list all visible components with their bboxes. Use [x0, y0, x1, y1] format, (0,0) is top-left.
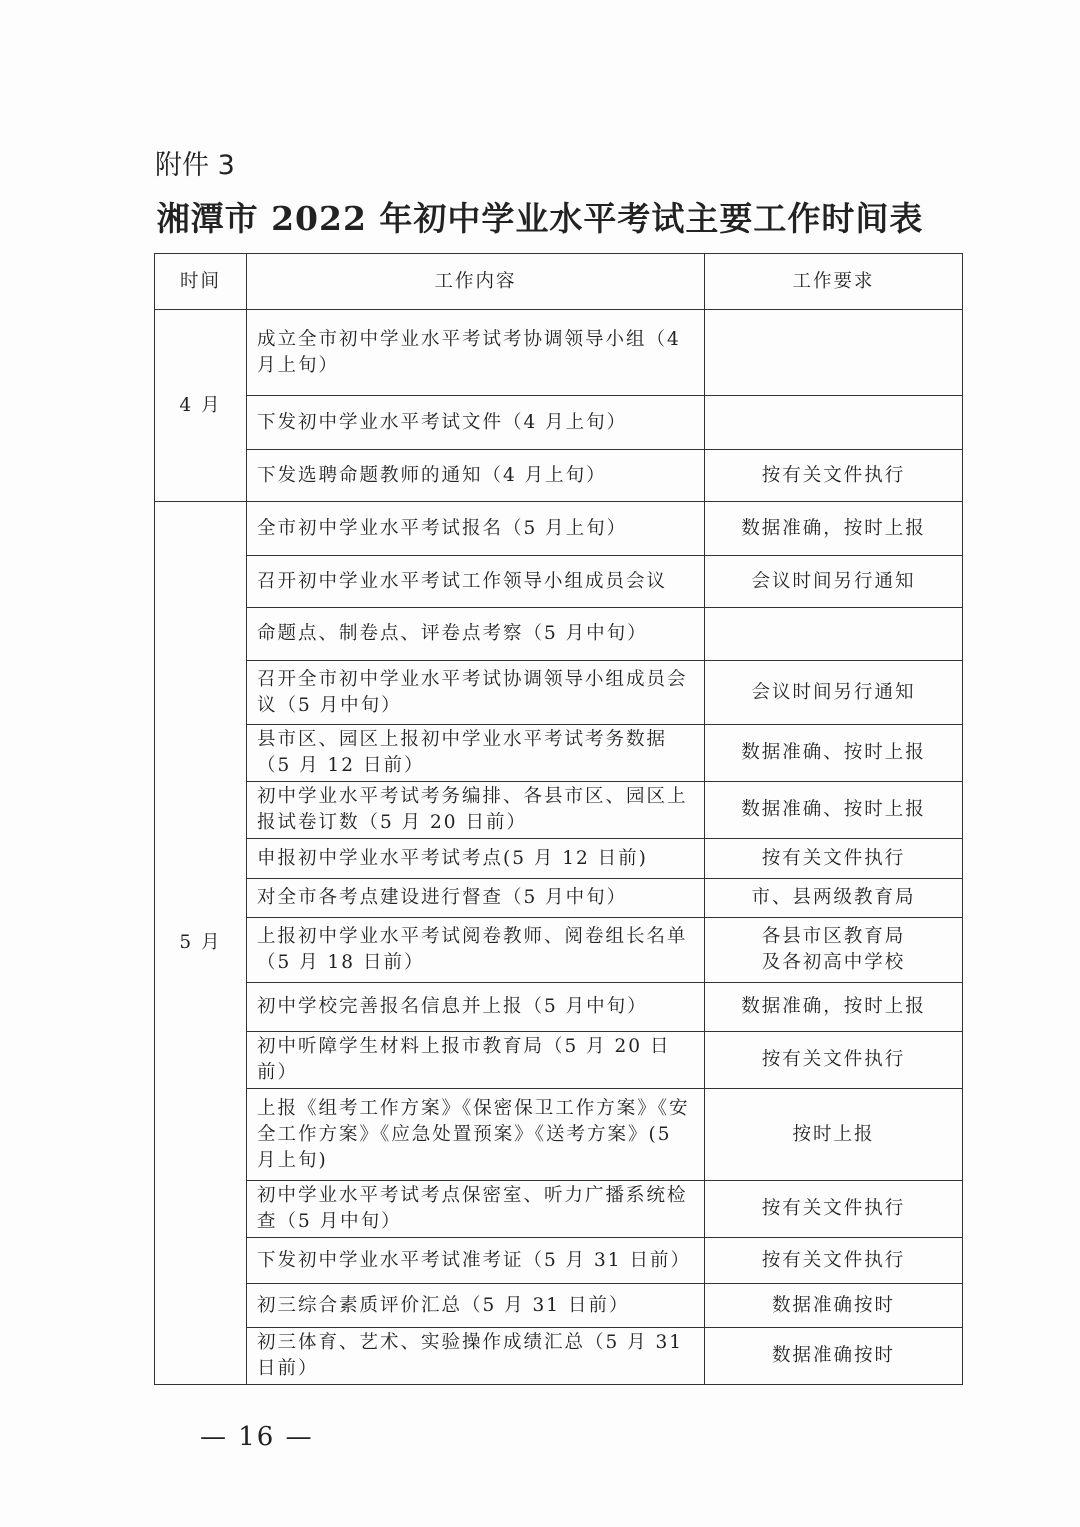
content-cell: 初中听障学生材料上报市教育局（5 月 20 日前）	[247, 1032, 705, 1089]
requirement-cell: 数据准确按时	[705, 1328, 963, 1385]
table-row	[155, 1238, 963, 1284]
content-cell: 成立全市初中学业水平考试考协调领导小组（4 月上旬）	[247, 310, 705, 396]
content-cell: 下发初中学业水平考试文件（4 月上旬）	[247, 396, 705, 450]
table-row	[155, 1032, 963, 1089]
content-cell: 下发选聘命题教师的通知（4 月上旬）	[247, 450, 705, 502]
content-cell: 召开初中学业水平考试工作领导小组成员会议	[247, 556, 705, 608]
content-cell: 全市初中学业水平考试报名（5 月上旬）	[247, 502, 705, 556]
requirement-cell: 按有关文件执行	[705, 839, 963, 879]
column-header-content: 工作内容	[247, 254, 705, 310]
content-cell: 初中学业水平考试考务编排、各县市区、园区上报试卷订数（5 月 20 日前）	[247, 782, 705, 839]
month-cell-may: 5 月	[155, 502, 247, 1385]
content-cell: 上报《组考工作方案》《保密保卫工作方案》《安全工作方案》《应急处置预案》《送考方案》(5 月上旬)	[247, 1089, 705, 1181]
table-row	[155, 725, 963, 782]
table-row	[155, 782, 963, 839]
table-row	[155, 396, 963, 450]
content-cell: 召开全市初中学业水平考试协调领导小组成员会议（5 月中旬）	[247, 661, 705, 725]
requirement-cell: 数据准确、按时上报	[705, 725, 963, 782]
content-cell: 初三综合素质评价汇总（5 月 31 日前）	[247, 1284, 705, 1328]
column-header-time: 时间	[155, 254, 247, 310]
table-row	[155, 839, 963, 879]
requirement-cell: 各县市区教育局 及各初高中学校	[705, 918, 963, 983]
requirement-cell: 数据准确按时	[705, 1284, 963, 1328]
table-row	[155, 310, 963, 396]
requirement-cell: 数据准确，按时上报	[705, 983, 963, 1032]
table-row	[155, 1181, 963, 1238]
table-row	[155, 661, 963, 725]
table-header-row	[155, 254, 963, 310]
requirement-cell: 按有关文件执行	[705, 1238, 963, 1284]
requirement-cell	[705, 310, 963, 396]
table-row	[155, 918, 963, 983]
attachment-label: 附件 3	[155, 150, 235, 181]
table-row	[155, 502, 963, 556]
document-title: 湘潭市 2022 年初中学业水平考试主要工作时间表	[156, 199, 924, 238]
content-cell: 对全市各考点建设进行督查（5 月中旬）	[247, 879, 705, 918]
requirement-cell: 按有关文件执行	[705, 1032, 963, 1089]
requirement-cell: 按有关文件执行	[705, 1181, 963, 1238]
content-cell: 上报初中学业水平考试阅卷教师、阅卷组长名单（5 月 18 日前）	[247, 918, 705, 983]
table-row	[155, 879, 963, 918]
requirement-cell: 按时上报	[705, 1089, 963, 1181]
content-cell: 初中学业水平考试考点保密室、听力广播系统检查（5 月中旬）	[247, 1181, 705, 1238]
month-cell-april: 4 月	[155, 310, 247, 502]
content-cell: 下发初中学业水平考试准考证（5 月 31 日前）	[247, 1238, 705, 1284]
content-cell: 命题点、制卷点、评卷点考察（5 月中旬）	[247, 608, 705, 661]
requirement-cell: 市、县两级教育局	[705, 879, 963, 918]
table-row	[155, 450, 963, 502]
requirement-cell: 数据准确，按时上报	[705, 502, 963, 556]
requirement-cell: 会议时间另行通知	[705, 556, 963, 608]
table-row	[155, 608, 963, 661]
table-row	[155, 556, 963, 608]
content-cell: 申报初中学业水平考试考点(5 月 12 日前)	[247, 839, 705, 879]
table-row	[155, 1328, 963, 1385]
content-cell: 初三体育、艺术、实验操作成绩汇总（5 月 31 日前）	[247, 1328, 705, 1385]
table-row	[155, 1089, 963, 1181]
table-row	[155, 983, 963, 1032]
content-cell: 县市区、园区上报初中学业水平考试考务数据（5 月 12 日前）	[247, 725, 705, 782]
table-row	[155, 1284, 963, 1328]
page-number: — 16 —	[200, 1422, 314, 1452]
schedule-table	[154, 253, 963, 1385]
content-cell: 初中学校完善报名信息并上报（5 月中旬）	[247, 983, 705, 1032]
requirement-cell: 数据准确、按时上报	[705, 782, 963, 839]
requirement-cell	[705, 396, 963, 450]
requirement-cell	[705, 608, 963, 661]
requirement-cell: 会议时间另行通知	[705, 661, 963, 725]
requirement-cell: 按有关文件执行	[705, 450, 963, 502]
column-header-requirement: 工作要求	[705, 254, 963, 310]
